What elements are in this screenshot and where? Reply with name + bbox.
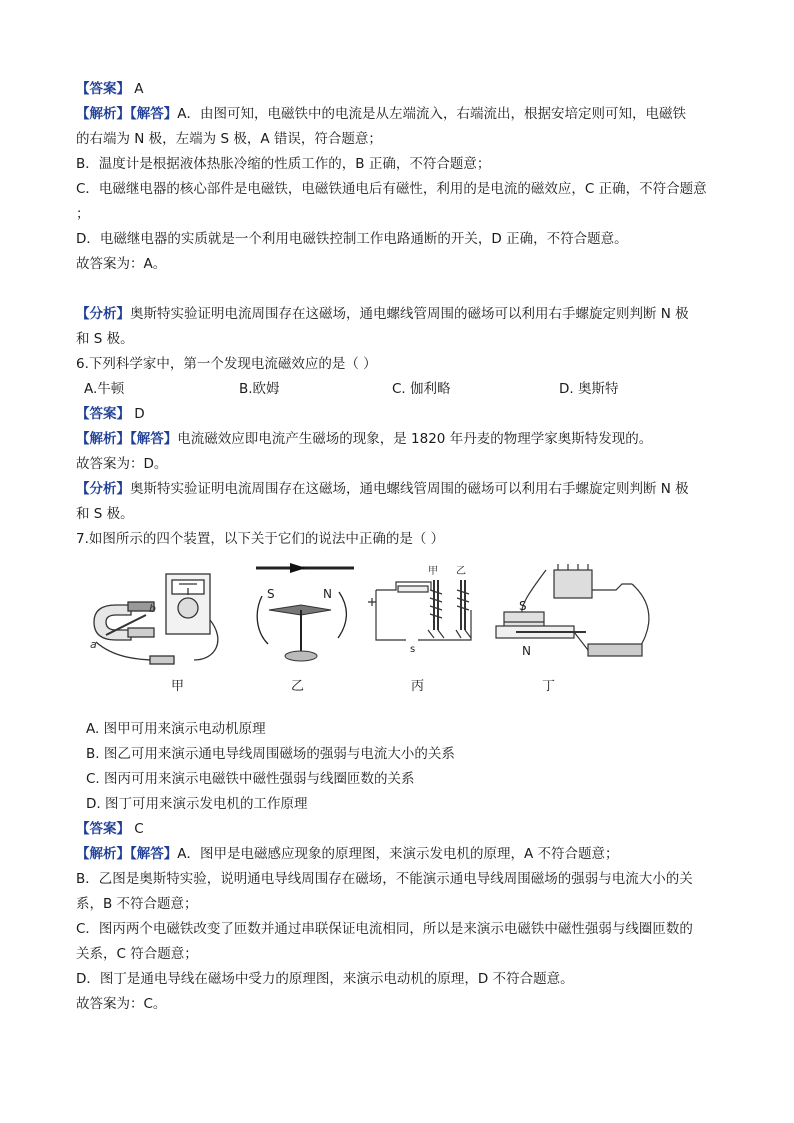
text-line: 关系，C 符合题意； xyxy=(76,946,198,962)
analysis-text: 电流磁效应即电流产生磁场的现象，是 1820 年丹麦的物理学家奥斯特发现的。 xyxy=(177,431,653,447)
text-line: D．电磁继电器的实质就是一个利用电磁铁控制工作电路通断的开关，D 正确，不符合题意。 xyxy=(76,231,628,247)
analysis-text: A．图甲是电磁感应现象的原理图，来演示发电机的原理，A 不符合题意； xyxy=(177,846,619,862)
q6-option-c[interactable]: C. 伽利略 xyxy=(392,381,451,397)
answer-value: C xyxy=(130,821,144,837)
figure-drawings xyxy=(76,560,676,675)
summary-text: 奥斯特实验证明电流周围存在这磁场，通电螺线管周围的磁场可以利用右手螺旋定则判断 N 极 xyxy=(130,481,689,497)
text-line: 故答案为：C。 xyxy=(76,996,167,1012)
q6-option-d[interactable]: D. 奥斯特 xyxy=(559,381,619,397)
text-line: 和 S 极。 xyxy=(76,506,134,522)
answer-tag: 【答案】 xyxy=(76,406,130,422)
summary-tag: 【分析】 xyxy=(76,306,130,322)
fig-bing-yi: 乙 xyxy=(456,566,466,577)
text-line: 的右端为 N 极，左端为 S 极，A 错误，符合题意； xyxy=(76,131,382,147)
q7-option-d[interactable]: D. 图丁可用来演示发电机的工作原理 xyxy=(86,796,308,812)
text-line: C．图丙两个电磁铁改变了匝数并通过串联保证电流相同，所以是来演示电磁铁中磁性强弱与线圈匝数的 xyxy=(76,921,693,937)
text-line: 故答案为：D。 xyxy=(76,456,168,472)
analysis-line xyxy=(76,430,652,448)
figure-caption-ding: 丁 xyxy=(542,679,556,694)
figure-caption-jia: 甲 xyxy=(171,679,185,694)
q6-option-a[interactable]: A.牛顿 xyxy=(84,381,125,397)
q7-option-c[interactable]: C. 图丙可用来演示电磁铁中磁性强弱与线圈匝数的关系 xyxy=(86,771,415,787)
analysis-tag: 【解析】【解答】 xyxy=(76,106,178,122)
answer-value: A xyxy=(130,81,144,97)
figure-caption-yi: 乙 xyxy=(291,679,305,694)
fig-ding-N: N xyxy=(522,644,531,658)
answer-line xyxy=(76,820,144,838)
fig-bing xyxy=(368,565,471,655)
q7-option-a[interactable]: A. 图甲可用来演示电动机原理 xyxy=(86,721,266,737)
text-line: B．乙图是奥斯特实验，说明通电导线周围存在磁场，不能演示通电导线周围磁场的强弱与电流大小的关 xyxy=(76,871,693,887)
text-line: 故答案为：A。 xyxy=(76,256,167,272)
analysis-text: A．由图可知，电磁铁中的电流是从左端流入，右端流出，根据安培定则可知，电磁铁 xyxy=(177,106,686,122)
fig-ding-S: S xyxy=(519,599,527,613)
summary-tag: 【分析】 xyxy=(76,481,130,497)
fig-jia xyxy=(90,574,218,664)
answer-tag: 【答案】 xyxy=(76,81,130,97)
fig-label-b: b xyxy=(149,602,156,615)
text-line: B．温度计是根据液体热胀冷缩的性质工作的，B 正确，不符合题意； xyxy=(76,156,491,172)
answer-tag: 【答案】 xyxy=(76,821,130,837)
fig-label-a: a xyxy=(90,638,97,651)
experiment-figure xyxy=(76,560,676,695)
summary-line xyxy=(76,305,689,323)
text-line: 系，B 不符合题意； xyxy=(76,896,198,912)
answer-value: D xyxy=(130,406,145,422)
summary-line xyxy=(76,480,689,498)
q7-option-b[interactable]: B. 图乙可用来演示通电导线周围磁场的强弱与电流大小的关系 xyxy=(86,746,455,762)
fig-yi-N: N xyxy=(323,587,332,601)
text-line: C．电磁继电器的核心部件是电磁铁，电磁铁通电后有磁性，利用的是电流的磁效应，C 正确，不符合题意 xyxy=(76,181,707,197)
analysis-tag: 【解析】【解答】 xyxy=(76,846,178,862)
figure-caption-bing: 丙 xyxy=(411,679,425,694)
text-line: 和 S 极。 xyxy=(76,331,134,347)
text-line: D．图丁是通电导线在磁场中受力的原理图，来演示电动机的原理，D 不符合题意。 xyxy=(76,971,574,987)
answer-line xyxy=(76,80,144,98)
fig-yi-S: S xyxy=(267,587,275,601)
fig-bing-s: s xyxy=(410,644,416,655)
question-6: 6.下列科学家中，第一个发现电流磁效应的是（ ） xyxy=(76,356,377,372)
answer-line xyxy=(76,405,145,423)
analysis-line xyxy=(76,845,619,863)
fig-yi xyxy=(256,563,354,661)
question-7: 7.如图所示的四个装置，以下关于它们的说法中正确的是（ ） xyxy=(76,531,445,547)
fig-ding xyxy=(496,564,649,658)
fig-bing-jia: 甲 xyxy=(428,566,438,577)
analysis-line xyxy=(76,105,686,123)
text-line: ； xyxy=(76,206,90,222)
analysis-tag: 【解析】【解答】 xyxy=(76,431,178,447)
q6-option-b[interactable]: B.欧姆 xyxy=(239,381,280,397)
summary-text: 奥斯特实验证明电流周围存在这磁场，通电螺线管周围的磁场可以利用右手螺旋定则判断 N 极 xyxy=(130,306,689,322)
